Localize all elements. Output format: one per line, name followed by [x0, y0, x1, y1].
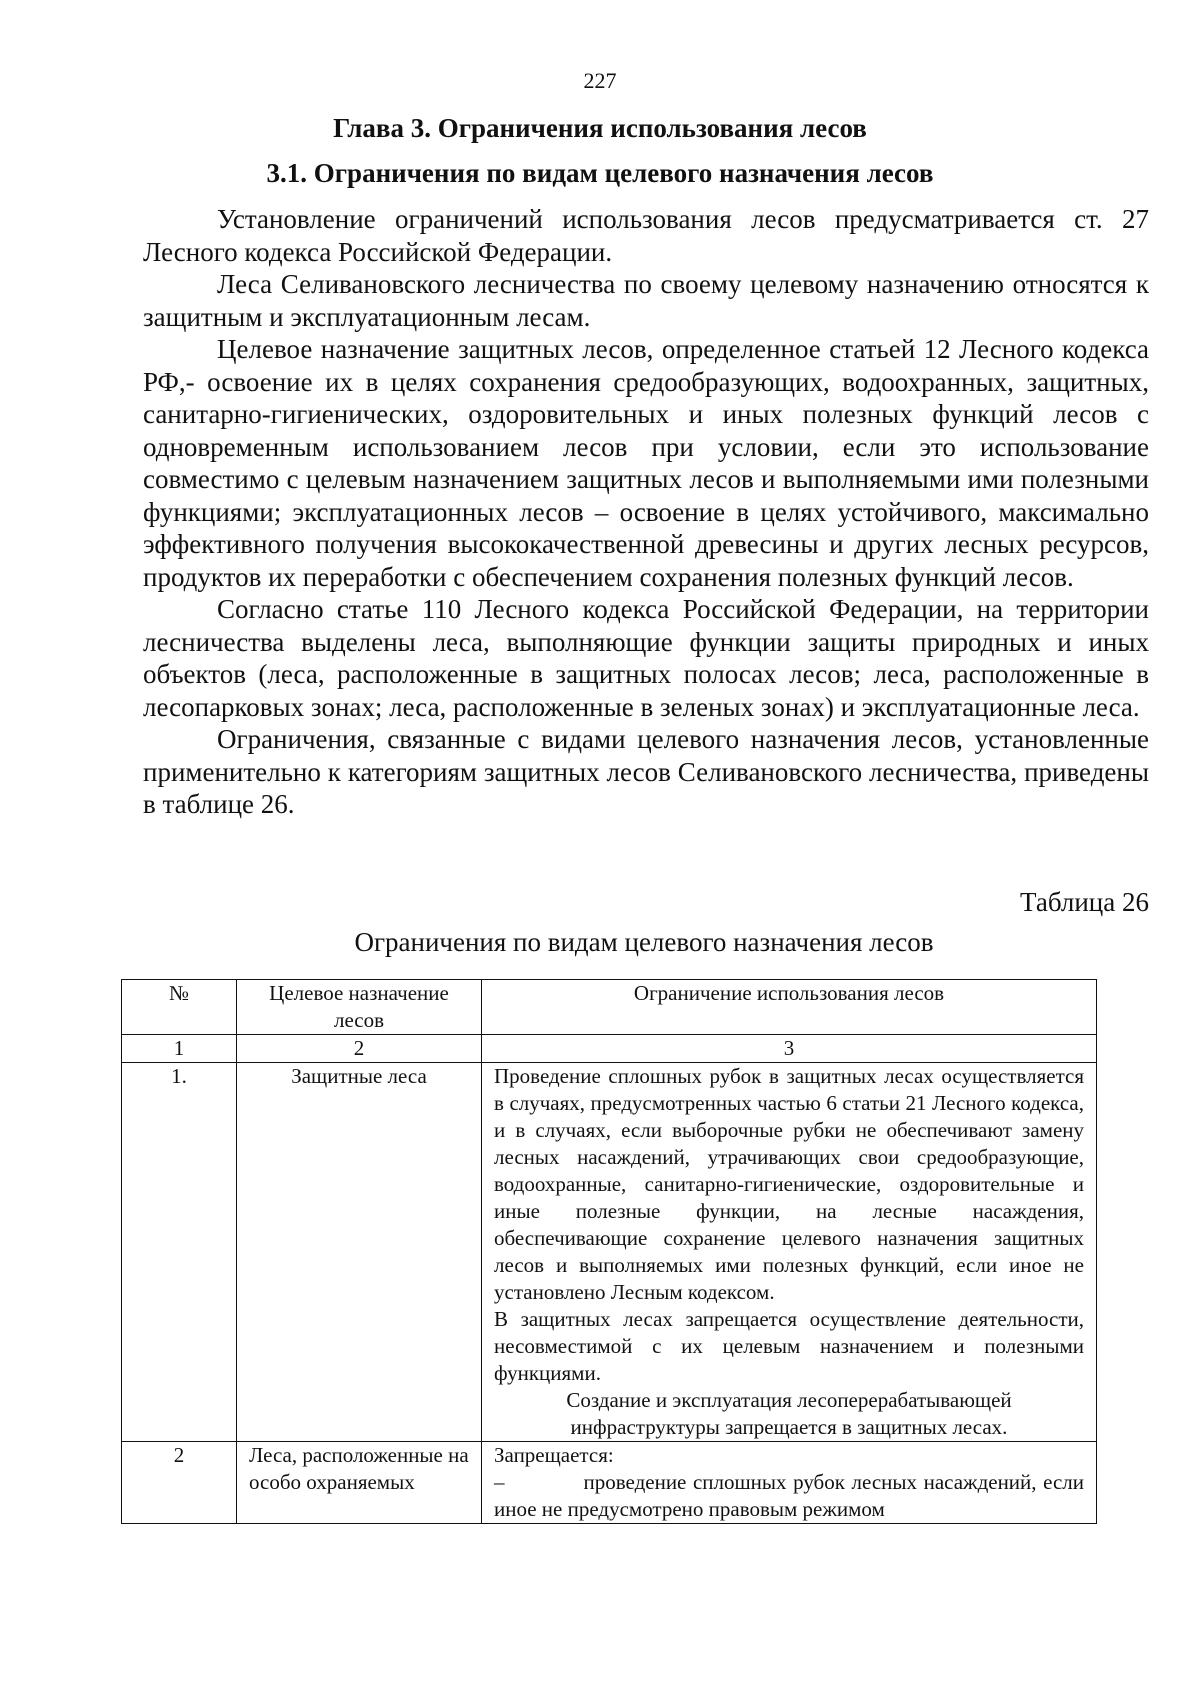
restriction-item: – проведение сплошных рубок лесных насаждений, если иное не предусмотрено правовым режимом [494, 1470, 1084, 1521]
header-number: № [122, 980, 237, 1035]
row-number: 2 [122, 1442, 237, 1524]
paragraph-2: Леса Селивановского лесничества по своему целевому назначению относятся к защитным и эксплуатационным лесам. [143, 269, 1149, 332]
row-purpose: Леса, расположенные на особо охраняемых [237, 1442, 482, 1524]
section-title: 3.1. Ограничения по видам целевого назначения лесов [266, 158, 934, 188]
paragraph-1: Установление ограничений использования лесов предусматривается ст. 27 Лесного кодекса Российской Федерации. [143, 204, 1149, 267]
table-index-row [122, 1035, 1097, 1063]
index-cell: 2 [237, 1035, 482, 1063]
page-number: 227 [583, 68, 617, 93]
paragraph-5: Ограничения, связанные с видами целевого назначения лесов, установленные применительно к категориям защитных лесов Селивановского лесничества, приведены в таблице 26. [143, 724, 1149, 819]
table-label: Таблица 26 [1020, 887, 1149, 917]
paragraph-4: Согласно статье 110 Лесного кодекса Российской Федерации, на территории лесничества выделены леса, выполняющие функции защиты природных и иных объектов (леса, расположенные в защитных полосах лесов; леса, расположенные в лесопарковых зонах; леса, расположенные в зеленых зонах) и эксплуатационные леса. [143, 594, 1149, 722]
body-text [143, 203, 1149, 821]
restriction-paragraph: Проведение сплошных рубок в защитных лесах осуществляется в случаях, предусмотренных частью 6 статьи 21 Лесного кодекса, и в случаях, если выборочные рубки не обеспечивают замену лесных насаждений, утрачивающих свои средообразующие, водоохранные, санитарно-гигиенические, оздоровительные и иные полезные функции, на лесные насаждения, обеспечивающие сохранение целевого назначения защитных лесов и выполняемых ими полезных функций, если иное не установлено Лесным кодексом. [494, 1064, 1084, 1304]
header-purpose: Целевое назначение лесов [237, 980, 482, 1035]
table-header-row [122, 980, 1097, 1035]
restriction-paragraph: В защитных лесах запрещается осуществление деятельности, несовместимой с их целевым назначением и полезными функциями. [494, 1307, 1084, 1385]
restrictions-table [121, 979, 1097, 1524]
restriction-paragraph: Создание и эксплуатация лесоперерабатывающей инфраструктуры запрещается в защитных лесах. [566, 1388, 1012, 1439]
table-row [122, 1442, 1097, 1524]
chapter-title: Глава 3. Ограничения использования лесов [333, 113, 867, 143]
row-number: 1. [122, 1063, 237, 1442]
index-cell: 1 [122, 1035, 237, 1063]
row-restriction [482, 1442, 1097, 1524]
table-row [122, 1063, 1097, 1442]
row-restriction [482, 1063, 1097, 1442]
restriction-heading: Запрещается: [494, 1443, 614, 1467]
paragraph-3: Целевое назначение защитных лесов, определенное статьей 12 Лесного кодекса РФ,- освоение их в целях сохранения средообразующих, водоохранных, защитных, санитарно-гигиенических, оздоровительных и иных полезных функций лесов с одновременным использованием лесов при условии, если это использование совместимо с целевым назначением защитных лесов и выполняемыми ими полезными функциями; эксплуатационных лесов – освоение в целях устойчивого, максимально эффективного получения высококачественной древесины и других лесных ресурсов, продуктов их переработки с обеспечением сохранения полезных функций лесов. [143, 334, 1149, 592]
table-title: Ограничения по видам целевого назначения лесов [354, 927, 934, 957]
header-restriction: Ограничение использования лесов [482, 980, 1097, 1035]
row-purpose: Защитные леса [237, 1063, 482, 1442]
index-cell: 3 [482, 1035, 1097, 1063]
